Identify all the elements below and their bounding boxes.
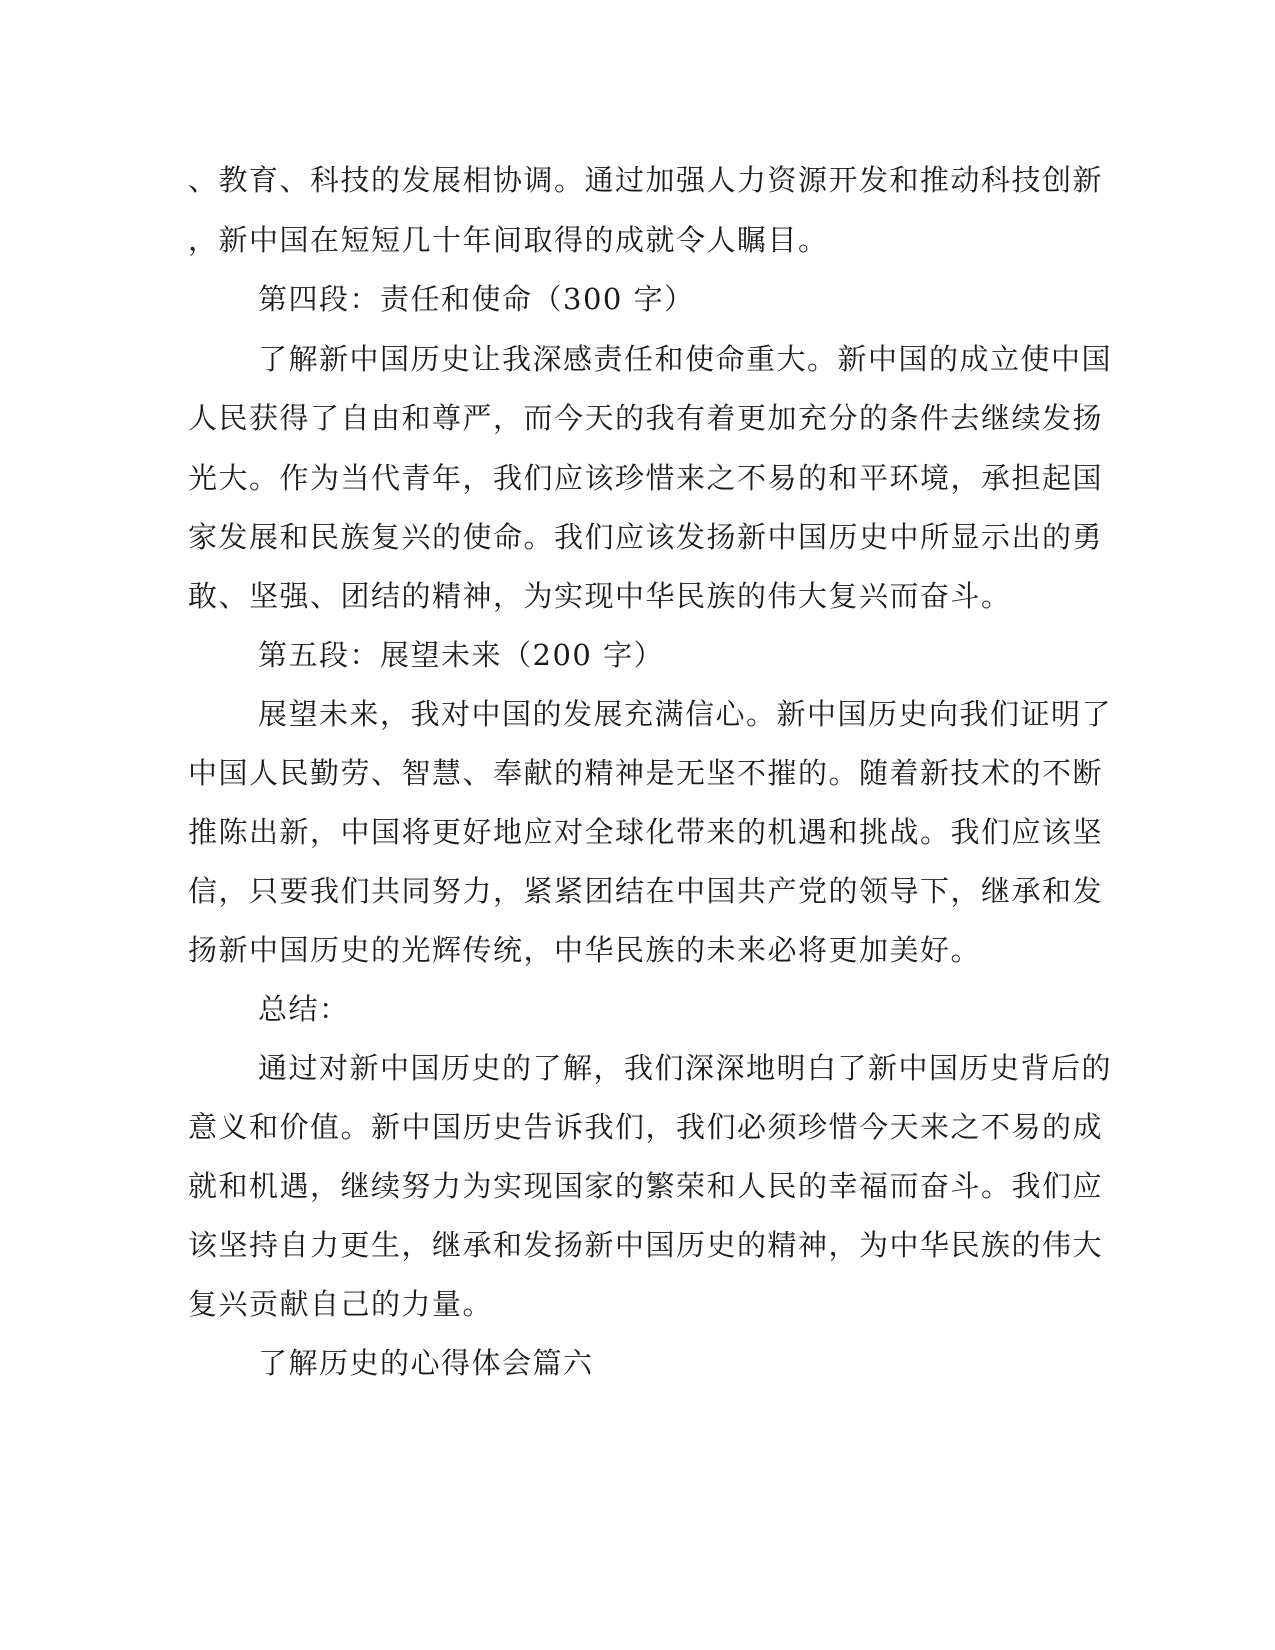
body-text-line: 光大。作为当代青年，我们应该珍惜来之不易的和平环境，承担起国	[188, 461, 1104, 495]
chapter-title: 了解历史的心得体会篇六	[258, 1346, 594, 1380]
body-text-line: 复兴贡献自己的力量。	[188, 1287, 494, 1321]
body-text-line: 通过对新中国历史的了解，我们深深地明白了新中国历史背后的	[258, 1051, 1113, 1085]
body-text-line: 家发展和民族复兴的使命。我们应该发扬新中国历史中所显示出的勇	[188, 520, 1104, 554]
section-heading: 第五段：展望未来（200 字）	[258, 638, 665, 672]
body-text-line: 展望未来，我对中国的发展充满信心。新中国历史向我们证明了	[258, 697, 1113, 731]
body-text-line: 、教育、科技的发展相协调。通过加强人力资源开发和推动科技创新	[188, 163, 1104, 197]
body-text-line: 人民获得了自由和尊严，而今天的我有着更加充分的条件去继续发扬	[188, 401, 1104, 435]
section-heading: 第四段：责任和使命（300 字）	[258, 282, 695, 316]
body-text-line: 该坚持自力更生，继承和发扬新中国历史的精神，为中华民族的伟大	[188, 1228, 1104, 1262]
body-text-line: 敢、坚强、团结的精神，为实现中华民族的伟大复兴而奋斗。	[188, 579, 1012, 613]
body-text-line: ，新中国在短短几十年间取得的成就令人瞩目。	[188, 223, 829, 257]
body-text-line: 了解新中国历史让我深感责任和使命重大。新中国的成立使中国	[258, 342, 1113, 376]
body-text-line: 中国人民勤劳、智慧、奉献的精神是无坚不摧的。随着新技术的不断	[188, 756, 1104, 790]
summary-heading: 总结：	[258, 992, 350, 1026]
body-text-line: 就和机遇，继续努力为实现国家的繁荣和人民的幸福而奋斗。我们应	[188, 1169, 1104, 1203]
body-text-line: 信，只要我们共同努力，紧紧团结在中国共产党的领导下，继承和发	[188, 874, 1104, 908]
body-text-line: 推陈出新，中国将更好地应对全球化带来的机遇和挑战。我们应该坚	[188, 815, 1104, 849]
body-text-line: 意义和价值。新中国历史告诉我们，我们必须珍惜今天来之不易的成	[188, 1110, 1104, 1144]
body-text-line: 扬新中国历史的光辉传统，中华民族的未来必将更加美好。	[188, 933, 982, 967]
